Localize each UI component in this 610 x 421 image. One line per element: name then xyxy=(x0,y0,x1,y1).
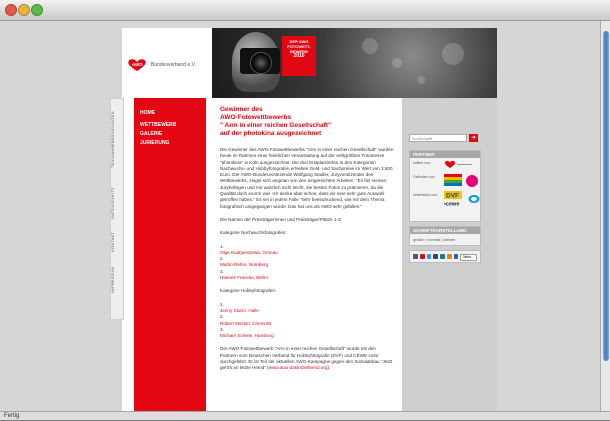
partner-row-sponsor: Gefördert von: xyxy=(410,172,480,190)
tab-teilnahmebedingungen[interactable]: TEILNAHMEBEDINGUNGEN xyxy=(110,111,115,169)
vertical-scrollbar[interactable] xyxy=(600,21,610,411)
camera-lens-icon xyxy=(250,52,272,74)
winner-link: 1. Jenny Sturm, Halle xyxy=(220,301,259,313)
tab-datenschutz[interactable]: DATENSCHUTZ xyxy=(110,187,115,219)
nav-item-wettbewerb[interactable]: WETTBEWERB xyxy=(140,122,177,128)
main-navigation xyxy=(134,98,206,411)
supporter-logo[interactable] xyxy=(468,193,480,205)
share-more-button[interactable]: Mehr... xyxy=(460,254,477,261)
arrow-right-icon: ➜ xyxy=(470,135,477,141)
font-size-box xyxy=(409,226,481,246)
winner-link: 2. Martin Rehm, Nürnberg xyxy=(220,256,268,268)
winner-list-hobby xyxy=(220,302,394,340)
contest-badge: DER AWO FOTOWETT- BEWERB 2010 xyxy=(282,36,316,76)
search-input[interactable]: Suchbegriff xyxy=(409,134,467,142)
logo-area[interactable] xyxy=(122,28,212,98)
winners-intro: Die Namen der Preisträgerinnen und Preisträger/Plätze 1-3: xyxy=(220,216,342,222)
nav-item-home[interactable]: HOME xyxy=(140,110,155,116)
facebook-icon[interactable] xyxy=(413,254,418,259)
partner-title: PARTNER xyxy=(410,151,480,158)
status-bar: Fertig xyxy=(0,411,610,420)
sponsor-logo-2[interactable] xyxy=(465,174,479,188)
svg-text:•cewe: •cewe xyxy=(444,201,460,206)
minimize-window-button[interactable] xyxy=(18,4,30,16)
article-outro: Der AWO-Fotowettbewerb "Arm in einer reichen Gesellschaft" wurde mit den Partnern vom Deutschen Verband für Hobbyfotografie (DVF) und CEWE-color durchgeführt. Er ist Teil der aktuellen AWO-Kampagne gegen den Sozialabbau "Jetzt geht's an letzte Hemd" (www.awo-dasletztehemd.org). xyxy=(220,346,393,371)
winner-list-nachwuchs xyxy=(220,244,394,282)
browser-titlebar xyxy=(0,0,610,21)
digg-icon[interactable] xyxy=(433,254,438,259)
twitter-icon[interactable] xyxy=(427,254,432,259)
campaign-link[interactable]: www.awo-dasletztehemd.org xyxy=(268,365,328,371)
logo-subtitle: Bundesverband e.V. xyxy=(151,62,196,68)
side-tab-strip xyxy=(110,98,134,411)
header-image xyxy=(212,28,497,98)
font-size-title: SCHRIFTDARSTELLUNG xyxy=(410,227,480,234)
main-content xyxy=(206,98,402,411)
awo-heart-logo-icon xyxy=(126,58,148,72)
svg-text:AWO: AWO xyxy=(132,62,143,67)
cewe-logo[interactable] xyxy=(444,200,466,206)
article-intro: Die Gewinner des AWO-Fotowettbewerbs "Arm in einer reichen Gesellschaft" wurden heute im Rahmen einer feierlichen Veranstaltung auf der weltgrößten Fotomesse "photokina" in Köln ausgezeichnet. Die drei Erstplatzierten in den Kategorien Nachwuchs- und Hobbyfotografen erhielten Geld- und Sachpreise im Wert von 3.500 Euro. Der AWO-Bundesvorsitzende Wolfgang Stadler, Juryvorsitzender des Wettbewerbs, zeigte sich angetan von den eingereichten Arbeiten: "Es fiel meinen Jurykollegen und mir wahrlich nicht leicht, die besten Fotos zu prämieren, da die Qualität doch enorm war. Ich denke aber schon, dass wir eine sehr gute Auswahl getroffen haben." Es sei in jedem Falle "sehr beeindruckend, wie mit dem Thema fotografisch umgegangen wurde. Das hat uns als AWO sehr gefallen." xyxy=(220,147,394,209)
browser-viewport xyxy=(0,21,600,411)
zoom-window-button[interactable] xyxy=(31,4,43,16)
share-icons xyxy=(410,251,480,264)
nav-item-galerie[interactable]: GALERIE xyxy=(140,131,163,137)
website xyxy=(110,28,497,411)
winner-link: 3. Michael Schiele, Hamburg xyxy=(220,326,274,339)
rss-icon[interactable] xyxy=(447,254,452,259)
tab-impressum[interactable]: IMPRESSUM xyxy=(110,266,115,294)
sponsor-logo[interactable] xyxy=(444,174,462,188)
partner-box xyxy=(409,150,481,222)
winner-link: 1. Olga Kudrjaeszewa, Gronau xyxy=(220,243,278,255)
mail-icon[interactable] xyxy=(454,254,459,259)
svg-text:DVF: DVF xyxy=(446,192,459,199)
close-window-button[interactable] xyxy=(5,4,17,16)
dvf-logo[interactable] xyxy=(444,191,462,199)
winner-link: 3. Hannes Francke, Berlin xyxy=(220,268,269,281)
awo-partner-logo[interactable] xyxy=(444,160,474,169)
font-size-options[interactable]: größer | normal | kleiner xyxy=(413,237,456,242)
tab-kontakt[interactable]: KONTAKT xyxy=(110,232,115,252)
category-hobby-label: Kategorie Hobbyfotografen: xyxy=(220,288,277,294)
right-sidebar xyxy=(402,98,497,411)
article-title: Gewinner des AWO-Fotowettbewerbs " Arm in einer reichen Gesellschaft" auf der photokina ausgezeichnet xyxy=(220,106,332,137)
winner-link: 2. Robert Möckel, Chemnitz xyxy=(220,314,272,326)
delicious-icon[interactable] xyxy=(440,254,445,259)
partner-row-initiator: Initiiert von: xyxy=(410,158,480,172)
nav-item-jurierung[interactable]: JURIERUNG xyxy=(140,140,170,146)
share-box xyxy=(409,250,481,263)
category-nachwuchs-label: Kategorie Nachwuchsfotografen: xyxy=(220,230,287,236)
bookmark-icon[interactable] xyxy=(420,254,425,259)
partner-row-supporter: Unterstützt von: DVF •cewe xyxy=(410,190,480,208)
search-submit-button[interactable] xyxy=(469,134,478,142)
scrollbar-thumb[interactable] xyxy=(603,31,609,361)
